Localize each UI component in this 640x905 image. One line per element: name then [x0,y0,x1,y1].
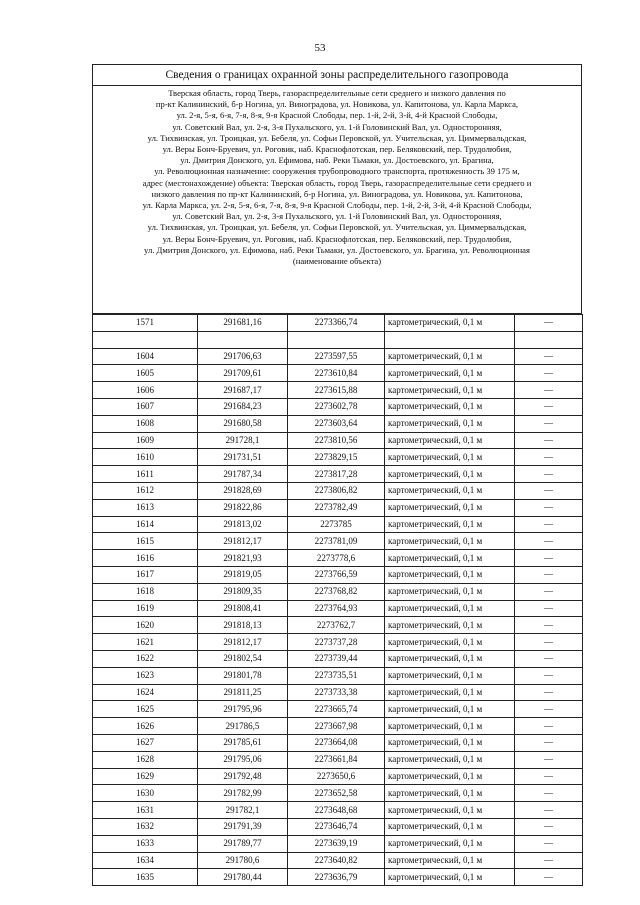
y-coordinate-cell: 2273782,49 [288,499,385,516]
y-coordinate-cell: 2273762,7 [288,617,385,634]
table-row [93,650,583,667]
table-row [93,466,583,483]
table-row [93,315,583,332]
description-line: ул. Тихвинская, ул. Троицкая, ул. Бебеля, ул. Софьи Перовской, ул. Учительская, ул. Циммервальдская, [147,222,527,233]
description-line: ул. Веры Бонч-Бруевич, ул. Роговик, наб. Краснофлотская, пер. Беляковский, пер. Трудолюбия, [162,233,512,244]
x-coordinate-cell: 291680,58 [198,415,288,432]
point-number-cell: 1625 [93,701,198,718]
description-cell: — [515,600,583,617]
description-cell: — [515,634,583,651]
point-number-cell: 1616 [93,550,198,567]
x-coordinate-cell: 291812,17 [198,634,288,651]
table-row [93,684,583,701]
description-line: ул. Карла Маркса, ул. 2-я, 5-я, 6-я, 7-я, 8-я, 9-я Красной Слободы, пер. 1-й, 2-й, 3-й, 4-й Красной Слободы, [142,200,532,211]
description-cell: — [515,734,583,751]
method-accuracy-cell: картометрический, 0,1 м [385,550,515,567]
table-row [93,852,583,869]
y-coordinate-cell: 2273667,98 [288,718,385,735]
object-description [92,86,582,314]
description-cell: — [515,667,583,684]
description-cell: — [515,466,583,483]
x-coordinate-cell: 291812,17 [198,533,288,550]
description-cell: — [515,449,583,466]
y-coordinate-cell: 2273764,93 [288,600,385,617]
y-coordinate-cell: 2273652,58 [288,785,385,802]
y-coordinate-cell: 2273639,19 [288,835,385,852]
table-row [93,617,583,634]
description-cell: — [515,533,583,550]
x-coordinate-cell: 291801,78 [198,667,288,684]
description-cell: — [515,835,583,852]
y-coordinate-cell: 2273366,74 [288,315,385,332]
point-number-cell: 1609 [93,432,198,449]
y-coordinate-cell: 2273817,28 [288,466,385,483]
table-row [93,634,583,651]
point-number-cell: 1604 [93,348,198,365]
point-number-cell: 1631 [93,802,198,819]
x-coordinate-cell: 291809,35 [198,583,288,600]
x-coordinate-cell: 291728,1 [198,432,288,449]
description-line: ул. Веры Бонч-Бруевич, ул. Роговик, наб. Краснофлотская, пер. Беляковский, пер. Трудолюбия, [162,144,512,155]
point-number-cell: 1628 [93,751,198,768]
method-accuracy-cell: картометрический, 0,1 м [385,516,515,533]
description-cell: — [515,583,583,600]
description-cell: — [515,415,583,432]
method-accuracy-cell: картометрический, 0,1 м [385,869,515,886]
point-number-cell: 1620 [93,617,198,634]
y-coordinate-cell: 2273646,74 [288,818,385,835]
point-number-cell: 1623 [93,667,198,684]
method-accuracy-cell: картометрический, 0,1 м [385,617,515,634]
x-coordinate-cell: 291787,34 [198,466,288,483]
method-accuracy-cell: картометрический, 0,1 м [385,449,515,466]
method-accuracy-cell: картометрический, 0,1 м [385,566,515,583]
x-coordinate-cell: 291684,23 [198,398,288,415]
x-coordinate-cell: 291789,77 [198,835,288,852]
method-accuracy-cell: картометрический, 0,1 м [385,802,515,819]
x-coordinate-cell [198,331,288,348]
x-coordinate-cell: 291792,48 [198,768,288,785]
method-accuracy-cell: картометрический, 0,1 м [385,634,515,651]
method-accuracy-cell: картометрический, 0,1 м [385,432,515,449]
method-accuracy-cell: картометрический, 0,1 м [385,583,515,600]
y-coordinate-cell: 2273733,38 [288,684,385,701]
method-accuracy-cell: картометрический, 0,1 м [385,382,515,399]
point-number-cell: 1634 [93,852,198,869]
point-number-cell: 1630 [93,785,198,802]
point-number-cell: 1633 [93,835,198,852]
method-accuracy-cell: картометрический, 0,1 м [385,533,515,550]
x-coordinate-cell: 291822,86 [198,499,288,516]
table-row [93,449,583,466]
point-number-cell: 1611 [93,466,198,483]
method-accuracy-cell: картометрический, 0,1 м [385,650,515,667]
description-cell: — [515,718,583,735]
table-row [93,516,583,533]
point-number-cell: 1619 [93,600,198,617]
description-line: ул. Революционная назначение: сооружения трубопроводного транспорта, протяженность 39 175 м, [154,166,520,177]
y-coordinate-cell: 2273781,09 [288,533,385,550]
table-row [93,583,583,600]
description-cell: — [515,701,583,718]
description-cell: — [515,516,583,533]
method-accuracy-cell: картометрический, 0,1 м [385,751,515,768]
point-number-cell: 1608 [93,415,198,432]
y-coordinate-cell: 2273778,6 [288,550,385,567]
table-row [93,415,583,432]
description-cell [515,331,583,348]
table-row [93,734,583,751]
y-coordinate-cell: 2273615,88 [288,382,385,399]
table-row [93,348,583,365]
description-cell: — [515,852,583,869]
table-row [93,331,583,348]
x-coordinate-cell: 291785,61 [198,734,288,751]
table-row [93,701,583,718]
y-coordinate-cell: 2273664,08 [288,734,385,751]
point-number-cell: 1613 [93,499,198,516]
y-coordinate-cell: 2273636,79 [288,869,385,886]
description-cell: — [515,617,583,634]
point-number-cell: 1571 [93,315,198,332]
description-cell: — [515,499,583,516]
method-accuracy-cell [385,331,515,348]
table-row [93,667,583,684]
y-coordinate-cell: 2273785 [288,516,385,533]
description-cell: — [515,398,583,415]
y-coordinate-cell: 2273768,82 [288,583,385,600]
y-coordinate-cell: 2273737,28 [288,634,385,651]
table-row [93,398,583,415]
x-coordinate-cell: 291795,06 [198,751,288,768]
method-accuracy-cell: картометрический, 0,1 м [385,684,515,701]
x-coordinate-cell: 291782,1 [198,802,288,819]
y-coordinate-cell: 2273610,84 [288,365,385,382]
point-number-cell: 1621 [93,634,198,651]
x-coordinate-cell: 291731,51 [198,449,288,466]
description-cell: — [515,869,583,886]
point-number-cell: 1622 [93,650,198,667]
description-cell: — [515,768,583,785]
point-number-cell: 1632 [93,818,198,835]
description-cell: — [515,785,583,802]
description-cell: — [515,550,583,567]
point-number-cell: 1606 [93,382,198,399]
table-row [93,550,583,567]
method-accuracy-cell: картометрический, 0,1 м [385,499,515,516]
y-coordinate-cell: 2273650,6 [288,768,385,785]
description-line: пр-кт Калининский, б-р Ногина, ул. Виноградова, ул. Новикова, ул. Капитонова, ул. Карла Маркса, [155,99,519,110]
description-line: адрес (местонахождение) объекта: Тверская область, город Тверь, газораспределительные сети среднего и [142,177,532,188]
table-row [93,600,583,617]
method-accuracy-cell: картометрический, 0,1 м [385,818,515,835]
method-accuracy-cell: картометрический, 0,1 м [385,365,515,382]
description-line: ул. Советский Вал, ул. 2-я, 3-я Пухальского, ул. 1-й Головинский Вал, ул. Односторонняя, [172,121,502,132]
description-cell: — [515,684,583,701]
y-coordinate-cell: 2273766,59 [288,566,385,583]
description-cell: — [515,482,583,499]
method-accuracy-cell: картометрический, 0,1 м [385,835,515,852]
x-coordinate-cell: 291802,54 [198,650,288,667]
method-accuracy-cell: картометрический, 0,1 м [385,398,515,415]
table-row [93,499,583,516]
point-number-cell: 1612 [93,482,198,499]
description-line: ул. Дмитрия Донского, ул. Ефимова, наб. Реки Тьмаки, ул. Достоевского, ул. Брагина, [180,155,494,166]
y-coordinate-cell: 2273735,51 [288,667,385,684]
method-accuracy-cell: картометрический, 0,1 м [385,734,515,751]
method-accuracy-cell: картометрический, 0,1 м [385,415,515,432]
y-coordinate-cell: 2273665,74 [288,701,385,718]
table-row [93,432,583,449]
table-row [93,533,583,550]
description-line: ул. Дмитрия Донского, ул. Ефимова, наб. Реки Тьмаки, ул. Достоевского, ул. Брагина, ул. Революционная [144,244,530,255]
point-number-cell: 1618 [93,583,198,600]
description-line: низкого давления по пр-кт Калининский, б-р Ногина, ул. Виноградова, ул. Новикова, ул. Капитонова, [151,188,523,199]
x-coordinate-cell: 291828,69 [198,482,288,499]
table-row [93,835,583,852]
description-cell: — [515,382,583,399]
point-number-cell: 1605 [93,365,198,382]
x-coordinate-cell: 291780,6 [198,852,288,869]
description-line: Тверская область, город Тверь, газораспределительные сети среднего и низкого давления по [168,88,506,98]
x-coordinate-cell: 291795,96 [198,701,288,718]
description-cell: — [515,566,583,583]
y-coordinate-cell: 2273810,56 [288,432,385,449]
coordinates-table [92,314,583,886]
description-cell: — [515,315,583,332]
point-number-cell: 1635 [93,869,198,886]
x-coordinate-cell: 291786,5 [198,718,288,735]
x-coordinate-cell: 291780,44 [198,869,288,886]
x-coordinate-cell: 291782,99 [198,785,288,802]
point-number-cell: 1617 [93,566,198,583]
point-number-cell: 1615 [93,533,198,550]
description-cell: — [515,365,583,382]
x-coordinate-cell: 291791,39 [198,818,288,835]
x-coordinate-cell: 291818,13 [198,617,288,634]
table-row [93,482,583,499]
y-coordinate-cell: 2273602,78 [288,398,385,415]
document-title: Сведения о границах охранной зоны распределительного газопровода [92,64,582,86]
point-number-cell: 1626 [93,718,198,735]
description-line: (наименование объекта) [292,256,382,267]
description-cell: — [515,650,583,667]
x-coordinate-cell: 291808,41 [198,600,288,617]
method-accuracy-cell: картометрический, 0,1 м [385,852,515,869]
point-number-cell [93,331,198,348]
x-coordinate-cell: 291819,05 [198,566,288,583]
method-accuracy-cell: картометрический, 0,1 м [385,718,515,735]
description-cell: — [515,818,583,835]
point-number-cell: 1614 [93,516,198,533]
method-accuracy-cell: картометрический, 0,1 м [385,785,515,802]
y-coordinate-cell: 2273648,68 [288,802,385,819]
method-accuracy-cell: картометрический, 0,1 м [385,768,515,785]
table-row [93,566,583,583]
method-accuracy-cell: картометрический, 0,1 м [385,348,515,365]
point-number-cell: 1624 [93,684,198,701]
point-number-cell: 1607 [93,398,198,415]
table-row [93,785,583,802]
table-row [93,768,583,785]
x-coordinate-cell: 291811,25 [198,684,288,701]
x-coordinate-cell: 291709,61 [198,365,288,382]
y-coordinate-cell: 2273661,84 [288,751,385,768]
table-row [93,869,583,886]
description-line: ул. 2-я, 5-я, 6-я, 7-я, 8-я, 9-я Красной Слободы, пер. 1-й, 2-й, 3-й, 4-й Красной Слободы, [176,110,498,121]
table-row [93,382,583,399]
method-accuracy-cell: картометрический, 0,1 м [385,667,515,684]
description-cell: — [515,802,583,819]
x-coordinate-cell: 291813,02 [198,516,288,533]
point-number-cell: 1610 [93,449,198,466]
method-accuracy-cell: картометрический, 0,1 м [385,600,515,617]
y-coordinate-cell: 2273640,82 [288,852,385,869]
method-accuracy-cell: картометрический, 0,1 м [385,482,515,499]
description-cell: — [515,348,583,365]
x-coordinate-cell: 291681,16 [198,315,288,332]
method-accuracy-cell: картометрический, 0,1 м [385,315,515,332]
y-coordinate-cell: 2273829,15 [288,449,385,466]
description-cell: — [515,432,583,449]
description-line: ул. Тихвинская, ул. Троицкая, ул. Бебеля, ул. Софьи Перовской, ул. Учительская, ул. Циммервальдская, [147,132,527,143]
y-coordinate-cell: 2273603,64 [288,415,385,432]
y-coordinate-cell: 2273597,55 [288,348,385,365]
y-coordinate-cell: 2273739,44 [288,650,385,667]
method-accuracy-cell: картометрический, 0,1 м [385,466,515,483]
y-coordinate-cell [288,331,385,348]
y-coordinate-cell: 2273806,82 [288,482,385,499]
table-row [93,818,583,835]
table-row [93,718,583,735]
page-number: 53 [314,42,326,54]
table-row [93,802,583,819]
table-row [93,365,583,382]
description-cell: — [515,751,583,768]
point-number-cell: 1629 [93,768,198,785]
method-accuracy-cell: картометрический, 0,1 м [385,701,515,718]
table-row [93,751,583,768]
x-coordinate-cell: 291821,93 [198,550,288,567]
point-number-cell: 1627 [93,734,198,751]
x-coordinate-cell: 291687,17 [198,382,288,399]
description-line: ул. Советский Вал, ул. 2-я, 3-я Пухальского, ул. 1-й Головинский Вал, ул. Односторонняя, [172,211,502,222]
x-coordinate-cell: 291706,63 [198,348,288,365]
